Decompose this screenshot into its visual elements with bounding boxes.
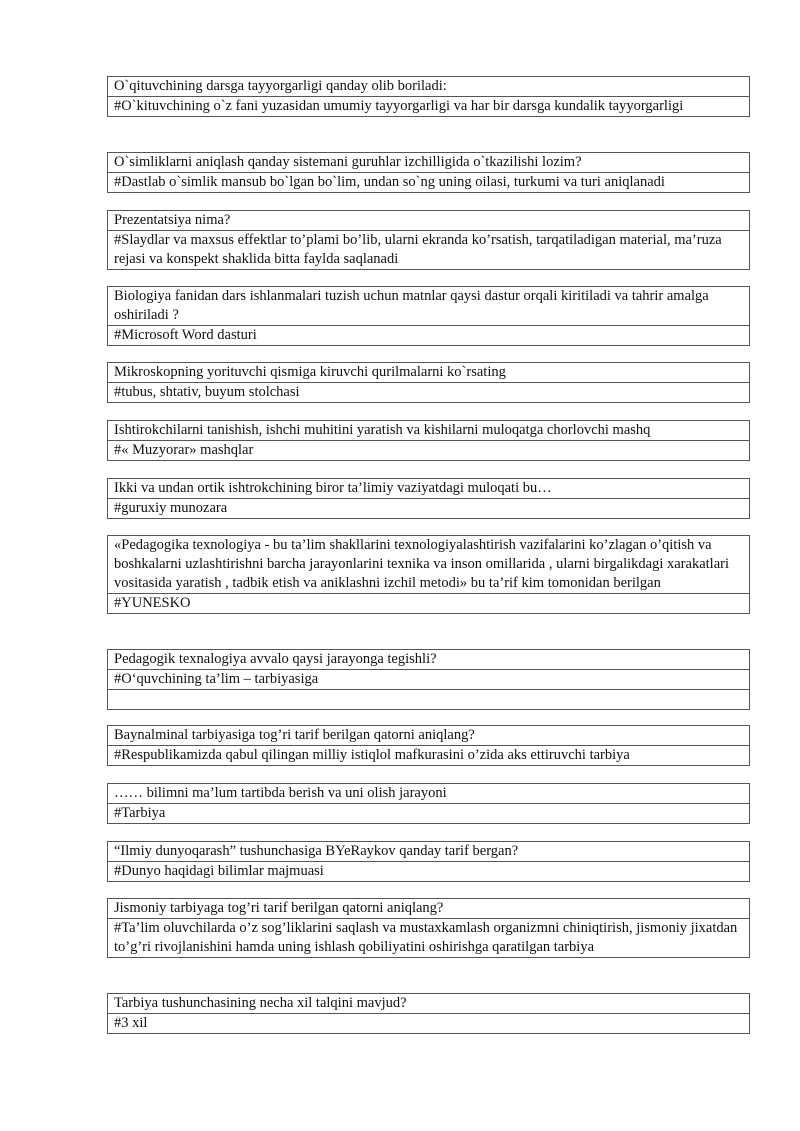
- qa-table-4: [107, 286, 750, 346]
- question-cell: O`qituvchining darsga tayyorgarligi qanday olib boriladi:: [108, 77, 750, 97]
- answer-cell: #Dunyo haqidagi bilimlar majmuasi: [108, 862, 750, 882]
- qa-table-11: [107, 783, 750, 824]
- question-cell: Baynalminal tarbiyasiga tog’ri tarif berilgan qatorni aniqlang?: [108, 726, 750, 746]
- qa-table-3: [107, 210, 750, 270]
- question-cell: Mikroskopning yorituvchi qismiga kiruvchi qurilmalarni ko`rsating: [108, 363, 750, 383]
- answer-cell: #YUNESKO: [108, 594, 750, 614]
- answer-cell: #Tarbiya: [108, 804, 750, 824]
- qa-table-5: [107, 362, 750, 403]
- qa-table-1: [107, 76, 750, 117]
- qa-table-14: [107, 993, 750, 1034]
- qa-table-6: [107, 420, 750, 461]
- question-cell: Biologiya fanidan dars ishlanmalari tuzish uchun matnlar qaysi dastur orqali kiritiladi va tahrir amalga oshiriladi ?: [108, 287, 750, 326]
- question-cell: Ishtirokchilarni tanishish, ishchi muhitini yaratish va kishilarni muloqatga chorlovchi mashq: [108, 421, 750, 441]
- qa-table-8: [107, 535, 750, 614]
- question-cell: Jismoniy tarbiyaga tog’ri tarif berilgan qatorni aniqlang?: [108, 899, 750, 919]
- question-cell: Prezentatsiya nima?: [108, 211, 750, 231]
- answer-cell: #Microsoft Word dasturi: [108, 326, 750, 346]
- qa-table-2: [107, 152, 750, 193]
- question-cell: …… bilimni ma’lum tartibda berish va uni olish jarayoni: [108, 784, 750, 804]
- answer-cell: #« Muzyorar» mashqlar: [108, 441, 750, 461]
- answer-cell: #Respublikamizda qabul qilingan milliy istiqlol mafkurasini o’zida aks ettiruvchi tarbiya: [108, 746, 750, 766]
- question-cell: «Pedagogika texnologiya - bu ta’lim shakllarini texnologiyalashtirish vazifalarini ko’zlagan o’qitish va boshkalarni uzlashtirishni barcha jarayonlarini texnika va inson omillarida , ularni birgalikdagi xarakatlari vositasida yaratish , tadbik etish va aniklashni izchil metodi» bu ta’rif kim tomonidan berilgan: [108, 536, 750, 594]
- answer-cell: #tubus, shtativ, buyum stolchasi: [108, 383, 750, 403]
- answer-cell: #3 xil: [108, 1014, 750, 1034]
- answer-cell: #Slaydlar va maxsus effektlar to’plami bo’lib, ularni ekranda ko’rsatish, tarqatiladigan material, ma’ruza rejasi va konspekt shaklida bitta faylda saqlanadi: [108, 231, 750, 270]
- qa-table-10: [107, 725, 750, 766]
- qa-table-9: [107, 649, 750, 710]
- answer-cell: #O`kituvchining o`z fani yuzasidan umumiy tayyorgarligi va har bir darsga kundalik tayyorgarligi: [108, 97, 750, 117]
- empty-cell: [108, 690, 750, 710]
- answer-cell: #Ta’lim oluvchilarda o’z sog’liklarini saqlash va mustaxkamlash organizmni chiniqtirish, jismoniy jixatdan to’g’ri rivojlanishini hamda uning ishlash qobiliyatini oshirishga qaratilgan tarbiya: [108, 919, 750, 958]
- question-cell: Ikki va undan ortik ishtrokchining biror ta’limiy vaziyatdagi muloqati bu…: [108, 479, 750, 499]
- qa-table-7: [107, 478, 750, 519]
- answer-cell: #O‘quvchining ta’lim – tarbiyasiga: [108, 670, 750, 690]
- answer-cell: #guruxiy munozara: [108, 499, 750, 519]
- question-cell: O`simliklarni aniqlash qanday sistemani guruhlar izchilligida o`tkazilishi lozim?: [108, 153, 750, 173]
- question-cell: Pedagogik texnalogiya avvalo qaysi jarayonga tegishli?: [108, 650, 750, 670]
- question-cell: “Ilmiy dunyoqarash” tushunchasiga BYeRaykov qanday tarif bergan?: [108, 842, 750, 862]
- qa-table-13: [107, 898, 750, 958]
- answer-cell: #Dastlab o`simlik mansub bo`lgan bo`lim, undan so`ng uning oilasi, turkumi va turi aniqlanadi: [108, 173, 750, 193]
- question-cell: Tarbiya tushunchasining necha xil talqini mavjud?: [108, 994, 750, 1014]
- qa-table-12: [107, 841, 750, 882]
